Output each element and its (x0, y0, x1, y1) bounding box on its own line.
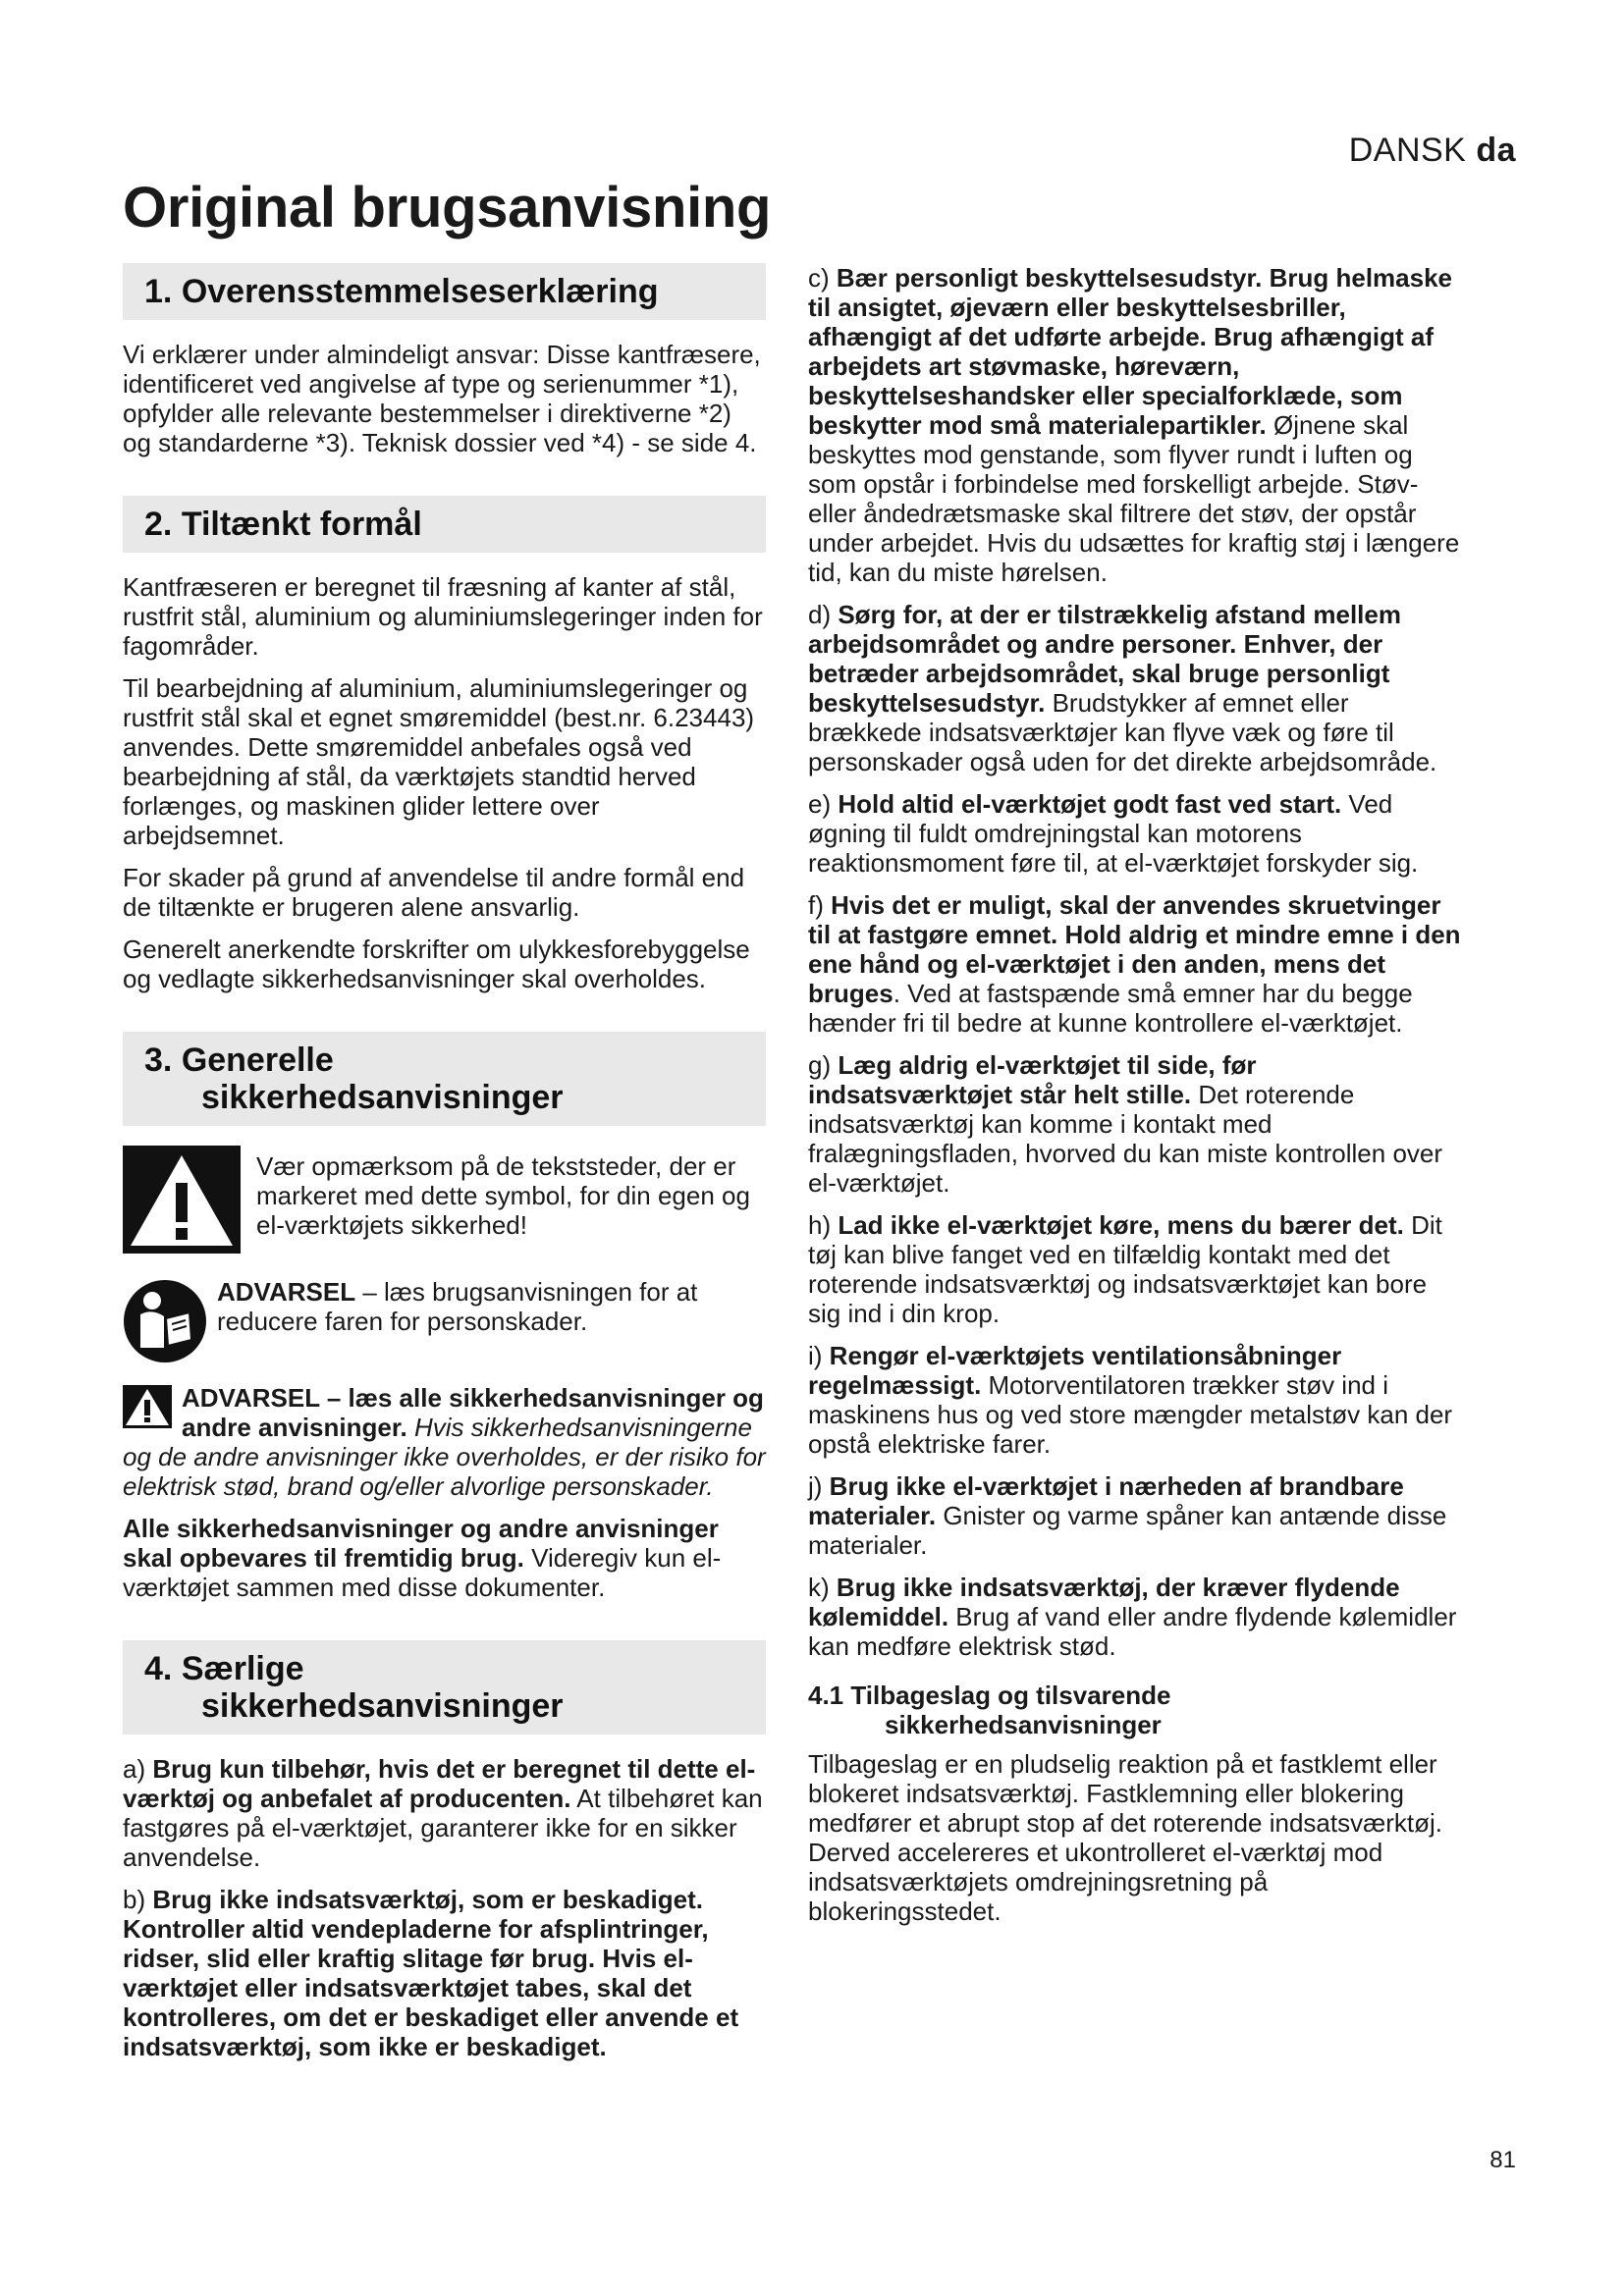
warning-symbol-note (123, 1146, 766, 1254)
item-c (808, 263, 1466, 587)
item-h (808, 1210, 1466, 1328)
read-manual-note (123, 1271, 766, 1363)
keep-instructions-text: Videregiv kun el-værktøjet sammen med disse dokumenter. (123, 1543, 722, 1602)
section-2-number: 2. (144, 506, 173, 543)
item-e-bold: Hold altid el-værktøjet godt fast ved start. (838, 789, 1342, 819)
item-b-bold: Brug ikke indsatsværktøj, som er beskadiget. Kontroller altid vendepladerne for afsplintringer, ridser, slid eller kraftig slitage før brug. Hvis el-værktøjet eller indsatsværktøjet tabes, skal det kontrolleres, om det er beskadiget eller anvende et indsatsværktøj, som ikke er beskadiget. (123, 1885, 739, 2061)
item-k-label: k) (808, 1573, 837, 1602)
warning-triangle-icon (123, 1146, 241, 1254)
section-1-title: Overensstemmelseserklæring (181, 273, 659, 310)
item-b (123, 1885, 766, 2061)
general-warning-paragraph (123, 1383, 766, 1501)
section-4-1-heading (808, 1681, 1466, 1739)
section-2-title: Tiltænkt formål (181, 506, 422, 543)
item-d-text: Brudstykker af emnet eller brækkede indsatsværktøjer kan flyve væk og føre til personskader også uden for det direkte arbejdsområde. (808, 688, 1437, 776)
language-word: DANSK (1348, 132, 1467, 169)
keep-instructions-bold: Alle sikkerhedsanvisninger og andre anvisninger skal opbevares til fremtidig brug. (123, 1514, 719, 1573)
item-a (123, 1754, 766, 1872)
section-4-title-line-1: Særlige (181, 1650, 304, 1687)
section-4-title-line-2: sikkerhedsanvisninger (201, 1687, 564, 1725)
item-d (808, 600, 1466, 776)
item-j (808, 1471, 1466, 1560)
read-manual-warning-label: ADVARSEL (217, 1277, 356, 1307)
item-g-label: g) (808, 1050, 839, 1080)
item-g-text: Det roterende indsatsværktøj kan komme i kontakt med fralægningsfladen, hvorved du kan miste kontrollen over el-værktøjet. (808, 1080, 1443, 1198)
item-i (808, 1341, 1466, 1459)
item-f-label: f) (808, 890, 832, 920)
read-manual-icon (123, 1279, 207, 1363)
section-2-paragraph-2: Til bearbejdning af aluminium, aluminiumslegeringer og rustfrit stål skal et egnet smøremiddel (best.nr. 6.23443) anvendes. Dette smøremiddel anbefales også ved bearbejdning af stål, da værktøjets standtid herved forlænges, og maskinen glider lettere over arbejdsemnet. (123, 673, 755, 850)
item-h-bold: Lad ikke el-værktøjet køre, mens du bærer det. (838, 1210, 1404, 1240)
item-g (808, 1050, 1466, 1198)
section-3-title-line-1: Generelle (181, 1041, 334, 1079)
section-1-heading (123, 263, 766, 320)
item-k-bold: Brug ikke indsatsværktøj, der kræver flydende kølemiddel. (808, 1573, 1400, 1631)
language-code: da (1476, 132, 1516, 169)
section-1-number: 1. (144, 273, 173, 310)
item-j-text: Gnister og varme spåner kan antænde disse materialer. (808, 1501, 1447, 1560)
item-e (808, 789, 1466, 878)
section-4-1-body: Tilbageslag er en pludselig reaktion på et fastklemt eller blokeret indsatsværktøj. Fastklemning eller blokering medfører et abrupt stop af det roterende indsatsværktøj. Derved accelereres et ukontrolleret el-værktøj mod indsatsværktøjets omdrejningsretning på blokeringsstedet. (808, 1749, 1442, 1926)
item-i-label: i) (808, 1341, 830, 1370)
item-k-text: Brug af vand eller andre flydende kølemidler kan medføre elektrisk stød. (808, 1602, 1457, 1661)
keep-instructions-paragraph (123, 1514, 766, 1602)
item-b-label: b) (123, 1885, 153, 1914)
item-e-label: e) (808, 789, 839, 819)
general-warning-bold: ADVARSEL – læs alle sikkerhedsanvisninger og andre anvisninger. (182, 1383, 764, 1442)
item-c-text: Øjnene skal beskyttes mod genstande, som flyver rundt i luften og som opstår i forbindelse med forskelligt arbejde. Støv- eller åndedrætsmaske skal filtrere det støv, der opstår under arbejdet. Hvis du udsættes for kraftig støj i længere tid, kan du miste hørelsen. (808, 410, 1460, 587)
section-2-paragraph-4: Generelt anerkendte forskrifter om ulykkesforebyggelse og vedlagte sikkerhedsanvisninger skal overholdes. (123, 934, 750, 993)
section-3-heading (123, 1032, 766, 1126)
page-number: 81 (1489, 2147, 1516, 2173)
item-c-label: c) (808, 263, 837, 293)
section-2-heading (123, 496, 766, 553)
section-4-1-title-line-2: sikkerhedsanvisninger (885, 1710, 1162, 1739)
section-1-body: Vi erklærer under almindeligt ansvar: Disse kantfræsere, identificeret ved angivelse af type og serienummer *1), opfylder alle relevante bestemmelser i direktiverne *2) og standarderne *3). Teknisk dossier ved *4) - se side 4. (123, 340, 761, 457)
item-f (808, 890, 1466, 1038)
item-a-bold: Brug kun tilbehør, hvis det er beregnet til dette el-værktøj og anbefalet af producenten. (123, 1754, 756, 1813)
left-column (123, 263, 766, 2074)
read-manual-text (217, 1277, 766, 1336)
section-2-paragraph-1: Kantfræseren er beregnet til fræsning af kanter af stål, rustfrit stål, aluminium og aluminiumslegeringer inden for fagområder. (123, 572, 763, 661)
section-4-number: 4. (144, 1650, 173, 1687)
item-i-text: Motorventilatoren trækker støv ind i maskinens hus og ved store mængder metalstøv kan der opstå elektriske farer. (808, 1370, 1453, 1459)
section-4-1-title-line-1: Tilbageslag og tilsvarende (850, 1681, 1171, 1710)
item-a-label: a) (123, 1754, 153, 1784)
right-column (808, 263, 1466, 1939)
item-f-text: . Ved at fastspænde små emner har du begge hænder fri til bedre at kunne kontrollere el-værktøjet. (808, 979, 1413, 1038)
item-f-bold: Hvis det er muligt, skal der anvendes skruetvinger til at fastgøre emnet. Hold aldrig et mindre emne i den ene hånd og el-værktøjet i den anden, mens det bruges (808, 890, 1461, 1008)
general-warning-italic: Hvis sikkerhedsanvisningerne og de andre anvisninger ikke overholdes, er der risiko for elektrisk stød, brand og/eller alvorlige personskader. (123, 1413, 766, 1501)
item-k (808, 1573, 1466, 1661)
item-i-bold: Rengør el-værktøjets ventilationsåbninger regelmæssigt. (808, 1341, 1342, 1400)
item-e-text: Ved øgning til fuldt omdrejningstal kan motorens reaktionsmoment føre til, at el-værktøjet forskyder sig. (808, 789, 1419, 878)
item-g-bold: Læg aldrig el-værktøjet til side, før indsatsværktøjet står helt stille. (808, 1050, 1257, 1109)
section-4-1-number: 4.1 (808, 1681, 844, 1710)
item-d-label: d) (808, 600, 839, 629)
section-3-title-line-2: sikkerhedsanvisninger (201, 1079, 564, 1116)
section-3-number: 3. (144, 1041, 173, 1079)
item-a-text: At tilbehøret kan fastgøres på el-værktøjet, garanterer ikke for en sikker anvendelse. (123, 1784, 763, 1872)
item-h-label: h) (808, 1210, 839, 1240)
read-manual-warning-text: – læs brugsanvisningen for at reducere faren for personskader. (217, 1277, 698, 1336)
item-j-label: j) (808, 1471, 830, 1501)
item-d-bold: Sørg for, at der er tilstrækkelig afstand mellem arbejdsområdet og andre personer. Enhver, der betræder arbejdsområdet, skal bruge personligt beskyttelsesudstyr. (808, 600, 1401, 718)
item-c-bold: Bær personligt beskyttelsesudstyr. Brug helmaske til ansigtet, øjeværn eller beskyttelsesbriller, afhængigt af det udførte arbejde. Brug afhængigt af arbejdets art støvmaske, høreværn, beskyttelseshandsker eller specialforklæde, som beskytter mod små materialepartikler. (808, 263, 1453, 440)
item-j-bold: Brug ikke el-værktøjet i nærheden af brandbare materialer. (808, 1471, 1404, 1530)
language-label (1349, 132, 1516, 170)
page-title: Original brugsanvisning (123, 176, 772, 240)
item-h-text: Dit tøj kan blive fanget ved en tilfældig kontakt med det roterende indsatsværktøj og indsatsværktøjet kan bore sig ind i din krop. (808, 1210, 1442, 1328)
section-2-paragraph-3: For skader på grund af anvendelse til andre formål end de tiltænkte er brugeren alene ansvarlig. (123, 863, 745, 922)
section-4-heading (123, 1640, 766, 1735)
warning-note-text: Vær opmærksom på de tekststeder, der er markeret med dette symbol, for din egen og el-værktøjets sikkerhed! (256, 1151, 750, 1240)
warning-triangle-icon (123, 1385, 172, 1428)
